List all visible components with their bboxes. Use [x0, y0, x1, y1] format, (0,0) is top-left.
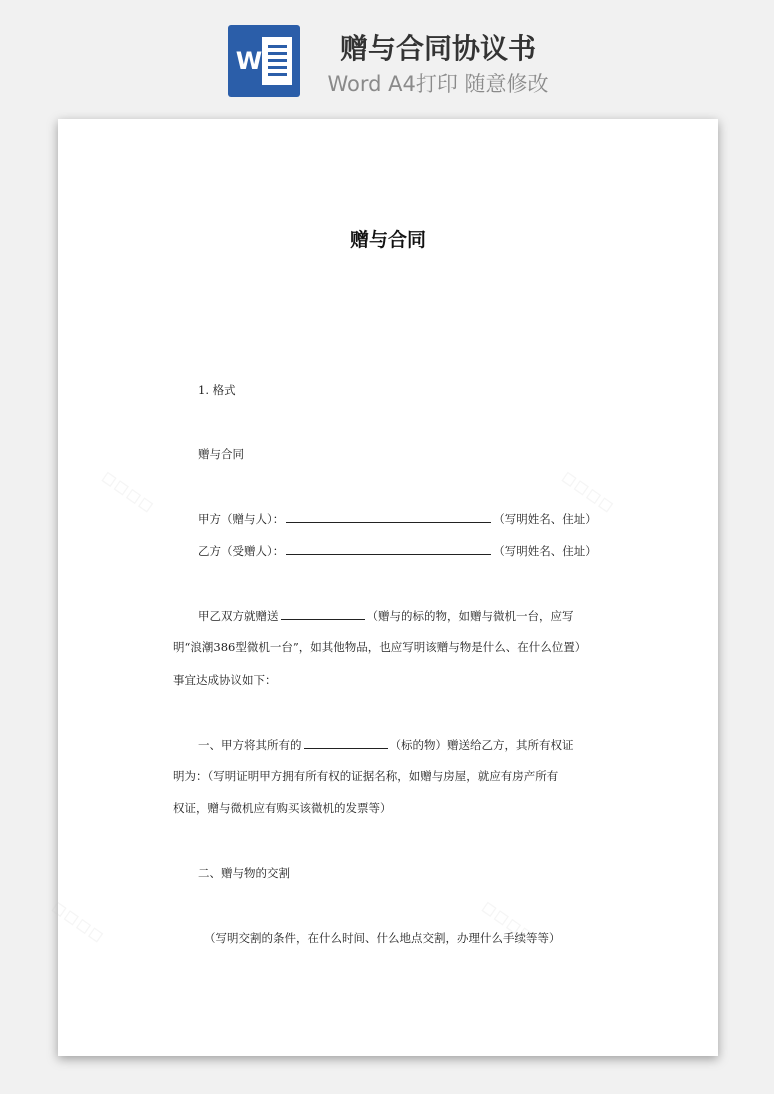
intro-line-2: 明“浪潮386型微机一台”，如其他物品，也应写明该赠与物是什么、在什么位置） — [173, 640, 587, 654]
watermark-mark: ▫▫▫▫ — [96, 464, 160, 519]
party-a-note: （写明姓名、住址） — [493, 512, 597, 526]
clause-2-heading: 二、赠与物的交割 — [198, 866, 290, 880]
header-subtitle: Word A4打印 随意修改 — [327, 72, 549, 96]
intro-line-1-post: （赠与的标的物，如赠与微机一台，应写 — [366, 609, 574, 623]
document-title: 赠与合同 — [349, 229, 426, 251]
party-b-label: 乙方（受赠人）： — [198, 544, 285, 558]
intro-line-1 — [198, 607, 574, 624]
clause-1-line-2: 明为：（写明证明甲方拥有所有权的证据名称，如赠与房屋，就应有房产所有 — [173, 769, 559, 783]
party-b-note: （写明姓名、住址） — [493, 544, 597, 558]
header-title: 赠与合同协议书 — [339, 32, 536, 65]
party-b-blank — [286, 542, 491, 555]
clause-1-pre: 一、甲方将其所有的 — [198, 738, 302, 752]
section-format: 1. 格式 — [198, 383, 236, 397]
intro-line-3: 事宜达成协议如下： — [173, 673, 277, 687]
party-a-label: 甲方（赠与人）： — [198, 512, 285, 526]
watermark-mark: ▫▫▫▫ — [46, 894, 110, 949]
intro-line-1-pre: 甲乙双方就赠送 — [198, 609, 279, 623]
clause-1-blank — [304, 736, 388, 749]
watermark-mark: ▫▫▫▫ — [476, 894, 540, 949]
clause-1-line-1 — [198, 736, 574, 753]
contract-name: 赠与合同 — [198, 447, 244, 461]
word-icon-sheet — [262, 37, 292, 85]
party-a-blank — [286, 510, 491, 523]
clause-1-post: （标的物）赠送给乙方，其所有权证 — [389, 738, 574, 752]
word-icon-letter: W — [235, 47, 263, 75]
party-b-line — [198, 542, 597, 559]
word-icon — [228, 25, 300, 97]
clause-2-note: （写明交割的条件，在什么时间、什么地点交割，办理什么手续等等） — [204, 931, 561, 945]
document-page — [46, 119, 718, 1056]
header-banner — [0, 0, 774, 110]
watermark-mark: ▫▫▫▫ — [556, 464, 620, 519]
clause-1-line-3: 权证，赠与微机应有购买该微机的发票等） — [173, 801, 392, 815]
party-a-line — [198, 510, 597, 527]
intro-blank — [281, 607, 365, 620]
